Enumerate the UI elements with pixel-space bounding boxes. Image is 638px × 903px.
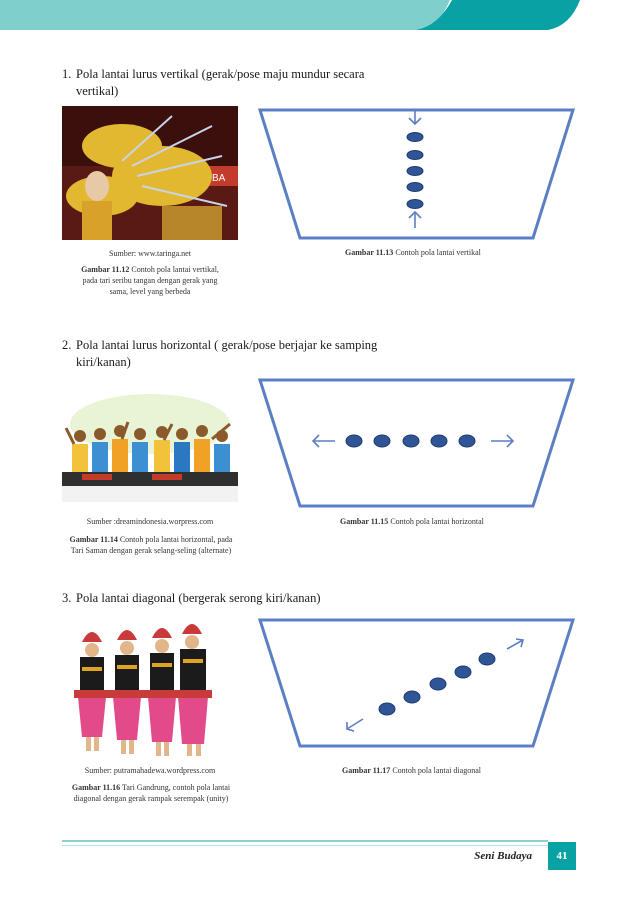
figure-1-caption — [345, 248, 481, 257]
photo-3-caption — [58, 782, 244, 804]
item-1-title-line1: Pola lantai lurus vertikal (gerak/pose maju mundur secara — [76, 67, 365, 81]
dancer-dots — [407, 133, 423, 209]
dancer-dots — [379, 653, 495, 715]
figure-3-caption — [342, 766, 481, 775]
photo-2-caption-line2: Tari Saman dengan gerak selang-seling (alternate) — [70, 546, 232, 555]
figure-3-caption-label: Gambar 11.17 — [342, 766, 391, 775]
photo-3-caption-label: Gambar 11.16 — [71, 783, 121, 792]
diagram-diagonal — [255, 616, 577, 752]
item-2-number: 2. — [62, 338, 72, 352]
figure-3-caption-text: Contoh pola lantai diagonal — [390, 766, 481, 775]
footer-rule — [62, 840, 548, 842]
item-2-title-line1: Pola lantai lurus horizontal ( gerak/pose berjajar ke samping — [76, 338, 378, 352]
stage-outline — [260, 620, 573, 746]
diagram-horizontal — [255, 376, 577, 512]
page-number: 41 — [548, 842, 576, 870]
item-1-title-line2: vertikal) — [76, 84, 119, 98]
photo-1-caption-line1: Contoh pola lantai vertikal, — [129, 265, 219, 274]
item-3-title — [62, 590, 402, 607]
arrow-left-icon — [313, 435, 335, 447]
arrow-up-icon — [409, 110, 421, 124]
photo-1-caption — [62, 264, 238, 297]
arrow-down-icon — [409, 212, 421, 228]
photo-3-caption-line1: Tari Gandrung, contoh pola lantai — [120, 783, 231, 792]
photo-2-caption — [58, 534, 244, 556]
photo-1-source: Sumber: www.taringa.net — [109, 249, 191, 258]
item-3-title-line1: Pola lantai diagonal (bergerak serong kiri/kanan) — [76, 591, 321, 605]
item-1-number: 1. — [62, 67, 72, 81]
figure-1-caption-text: Contoh pola lantai vertikal — [393, 248, 481, 257]
figure-2-caption-text: Contoh pola lantai horizontal — [388, 517, 484, 526]
dancer-dots — [346, 435, 475, 447]
item-3-number: 3. — [62, 591, 72, 605]
svg-text:BA: BA — [212, 173, 226, 184]
item-2-title — [62, 337, 402, 371]
arrow-up-right-icon — [507, 639, 523, 649]
photo-tari-saman — [62, 384, 238, 502]
photo-2-caption-label: Gambar 11.14 — [69, 535, 118, 544]
photo-1-caption-line2: pada tari seribu tangan dengan gerak yang — [82, 276, 218, 285]
figure-2-caption-label: Gambar 11.15 — [340, 517, 389, 526]
photo-2-source: Sumber :dreamindonesia.worpress.com — [86, 517, 214, 526]
item-1-title — [62, 66, 402, 100]
header-band — [0, 0, 638, 32]
photo-3-source: Sumber: putramahadewa.wordpress.com — [84, 766, 216, 775]
photo-1-caption-label: Gambar 11.12 — [81, 265, 130, 274]
photo-2-caption-line1: Contoh pola lantai horizontal, pada — [117, 535, 233, 544]
arrow-down-left-icon — [347, 719, 363, 731]
photo-tari-gandrung — [62, 612, 238, 760]
item-2-title-line2: kiri/kanan) — [76, 355, 131, 369]
figure-2-caption — [340, 517, 484, 526]
diagram-vertical — [255, 104, 577, 244]
photo-3-caption-line2: diagonal dengan gerak rampak serempak (unity) — [73, 794, 229, 803]
arrow-right-icon — [491, 435, 513, 447]
photo-1-caption-line3: sama, level yang berbeda — [109, 287, 191, 296]
figure-1-caption-label: Gambar 11.13 — [345, 248, 394, 257]
footer-book-title: Seni Budaya — [474, 850, 532, 862]
footer-rule-thin — [62, 845, 548, 846]
photo-seribu-tangan — [62, 106, 238, 240]
